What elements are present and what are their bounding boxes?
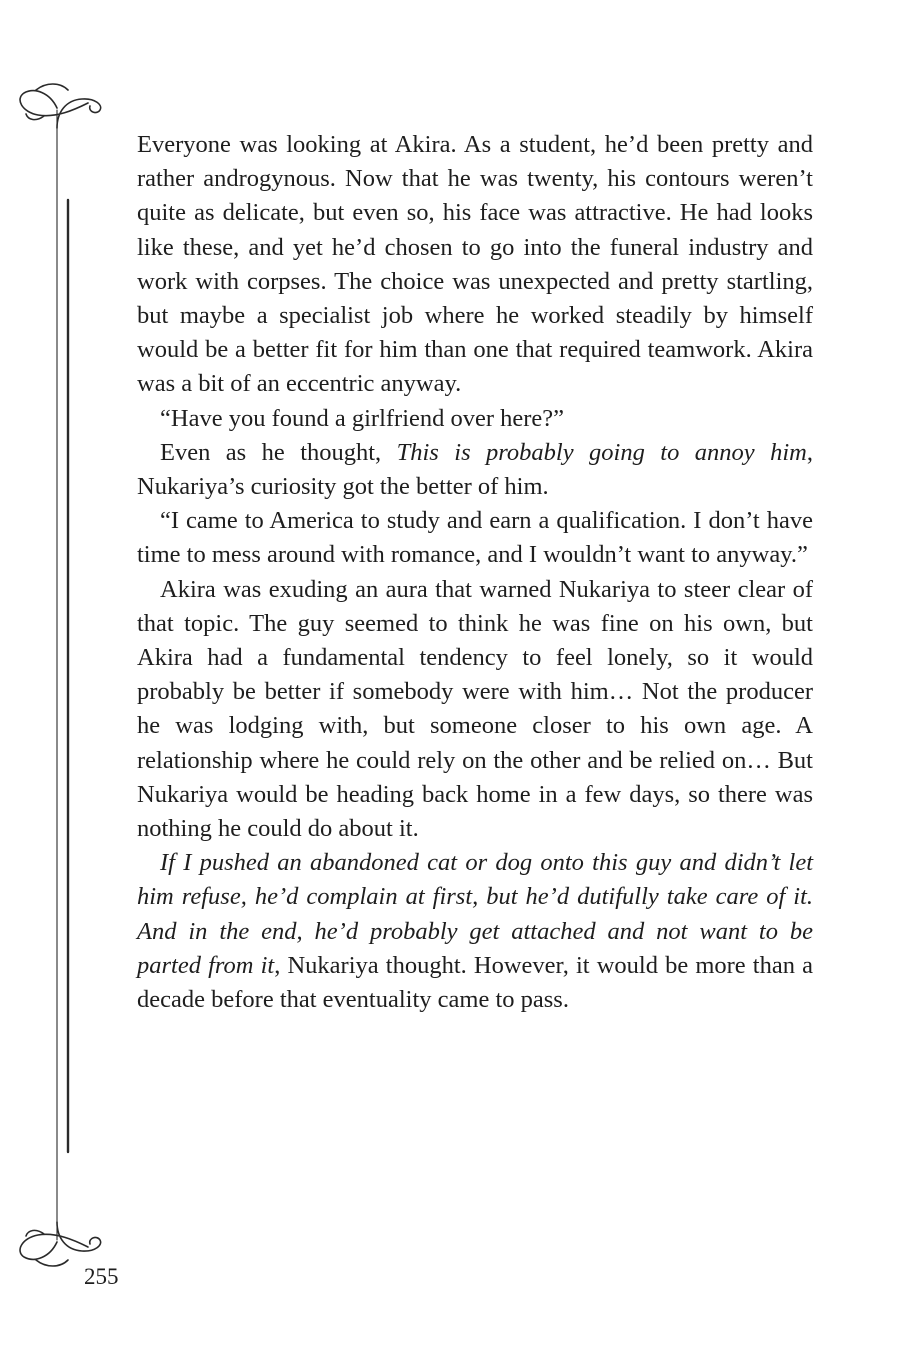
paragraph — [137, 504, 813, 572]
text-run: Even as he thought, — [160, 438, 397, 466]
paragraph — [137, 402, 813, 436]
body-text — [137, 128, 813, 1017]
top-flourish — [20, 84, 101, 128]
italic-text: If I pushed an abandoned cat or dog onto this guy and didn’t let him refuse, he’d complain at first, but he’d dutifully take care of it. And in the end, he’d probably get attached and not want to be parted from it — [137, 849, 813, 979]
text-run: , Nukariya’s curiosity got the better of him. — [137, 438, 813, 501]
paragraph — [137, 128, 813, 402]
paragraph — [137, 846, 813, 1017]
italic-text: This is probably going to annoy him — [396, 438, 807, 466]
text-run: , Nukariya thought. However, it would be more than a decade before that eventuality came to pass. — [137, 951, 813, 1014]
paragraph — [137, 436, 813, 504]
text-run: Everyone was looking at Akira. As a student, he’d been pretty and rather androgynous. Now that he was twenty, his contours weren’t quite as delicate, but even so, his face was attractive. He had looks like these, and yet he’d chosen to go into the funeral industry and work with corpses. The choice was unexpected and pretty startling, but maybe a specialist job where he worked steadily by himself would be a better fit for him than one that required teamwork. Akira was a bit of an eccentric anyway. — [137, 131, 813, 398]
page-border-ornament — [0, 0, 140, 1350]
page-number: 255 — [84, 1264, 119, 1289]
text-run: “Have you found a girlfriend over here?” — [160, 404, 565, 432]
text-run: Akira was exuding an aura that warned Nukariya to steer clear of that topic. The guy seemed to think he was fine on his own, but Akira had a fundamental tendency to feel lonely, so it would probably be better if somebody were with him… Not the producer he was lodging with, but someone closer to his own age. A relationship where he could rely on the other and be relied on… But Nukariya would be heading back home in a few days, so there was nothing he could do about it. — [137, 575, 813, 843]
text-run: “I came to America to study and earn a qualification. I don’t have time to mess around with romance, and I wouldn’t want to anyway.” — [137, 507, 813, 569]
paragraph — [137, 573, 813, 847]
bottom-flourish — [20, 1222, 101, 1266]
